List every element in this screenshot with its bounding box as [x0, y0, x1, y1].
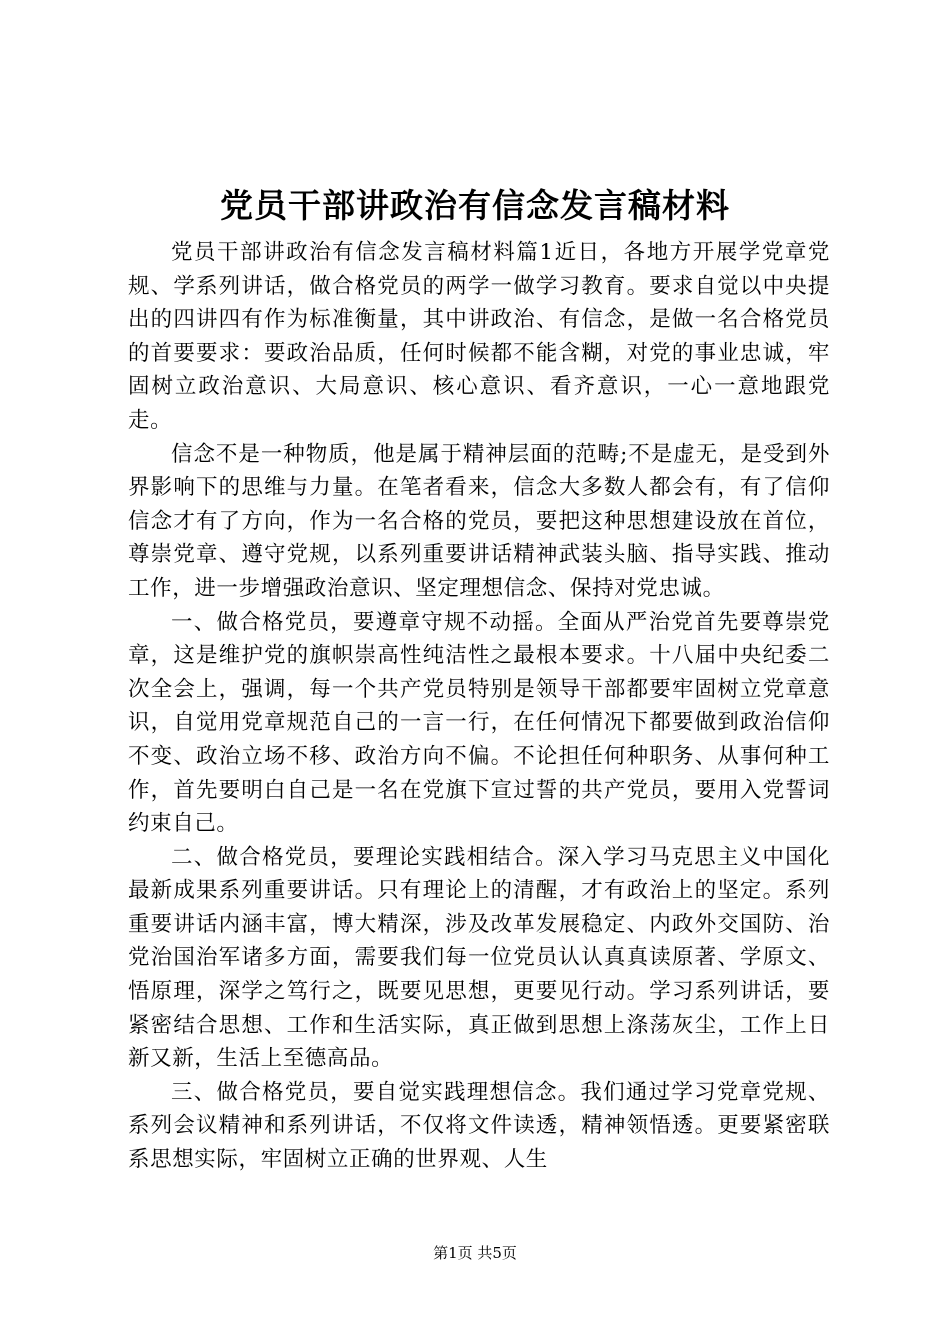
- document-title: 党员干部讲政治有信念发言稿材料: [220, 186, 730, 225]
- document-body: [128, 236, 830, 1177]
- paragraph-2: 信念不是一种物质，他是属于精神层面的范畴;不是虚无，是受到外界影响下的思维与力量。在笔者看来，信念大多数人都会有，有了信仰信念才有了方向，作为一名合格的党员，要把这种思想建设放在首位，尊崇党章、遵守党规，以系列重要讲话精神武装头脑、指导实践、推动工作，进一步增强政治意识、坚定理想信念、保持对党忠诚。: [128, 441, 830, 601]
- paragraph-1: 党员干部讲政治有信念发言稿材料篇1近日，各地方开展学党章党规、学系列讲话，做合格党员的两学一做学习教育。要求自觉以中央提出的四讲四有作为标准衡量，其中讲政治、有信念，是做一名合格党员的首要要求：要政治品质，任何时候都不能含糊，对党的事业忠诚，牢固树立政治意识、大局意识、核心意识、看齐意识，一心一意地跟党走。: [128, 240, 830, 433]
- paragraph-4: 二、做合格党员，要理论实践相结合。深入学习马克思主义中国化最新成果系列重要讲话。只有理论上的清醒，才有政治上的坚定。系列重要讲话内涵丰富，博大精深，涉及改革发展稳定、内政外交国防、治党治国治军诸多方面，需要我们每一位党员认认真真读原著、学原文、悟原理，深学之笃行之，既要见思想，更要见行动。学习系列讲话，要紧密结合思想、工作和生活实际，真正做到思想上涤荡灰尘，工作上日新又新，生活上至德高品。: [128, 844, 830, 1072]
- page-footer: 第1页 共5页: [433, 1244, 517, 1262]
- paragraph-3: 一、做合格党员，要遵章守规不动摇。全面从严治党首先要尊崇党章，这是维护党的旗帜崇高性纯洁性之最根本要求。十八届中央纪委二次全会上，强调，每一个共产党员特别是领导干部都要牢固树立党章意识，自觉用党章规范自己的一言一行，在任何情况下都要做到政治信仰不变、政治立场不移、政治方向不偏。不论担任何种职务、从事何种工作，首先要明白自己是一名在党旗下宣过誓的共产党员，要用入党誓词约束自己。: [128, 609, 830, 837]
- paragraph-5: 三、做合格党员，要自觉实践理想信念。我们通过学习党章党规、系列会议精神和系列讲话，不仅将文件读透，精神领悟透。更要紧密联系思想实际，牢固树立正确的世界观、人生: [128, 1079, 830, 1173]
